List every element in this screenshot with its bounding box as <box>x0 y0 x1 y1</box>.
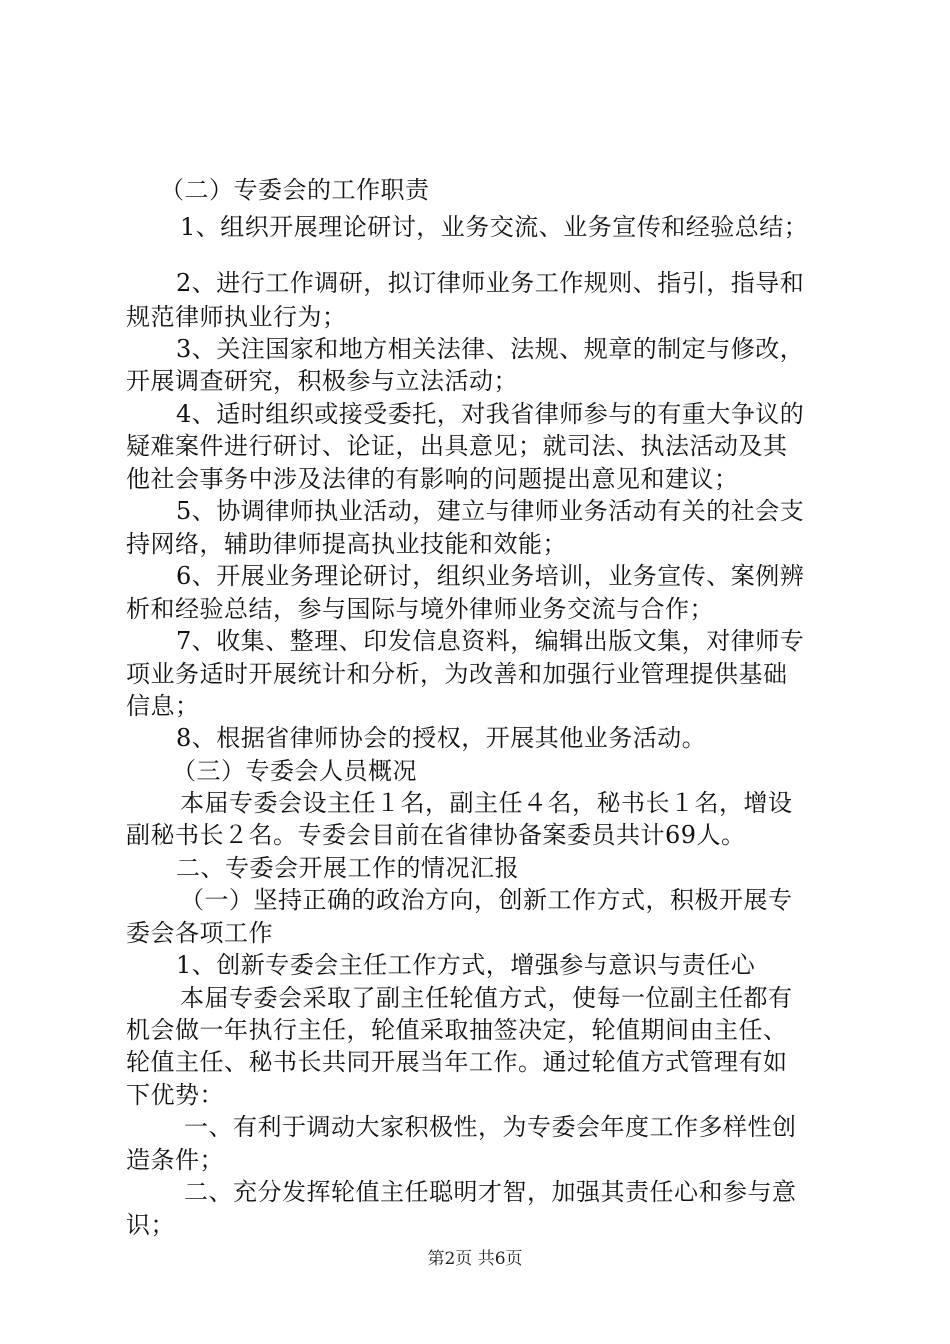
paragraph-line: 开展调查研究，积极参与立法活动； <box>126 367 518 395</box>
section-heading-report: 二、专委会开展工作的情况汇报 <box>176 854 519 882</box>
paragraph-line: 机会做一年执行主任，轮值采取抽签决定，轮值期间由主任、 <box>126 1016 788 1044</box>
paragraph-line: 5、协调律师执业活动，建立与律师业务活动有关的社会支 <box>176 497 805 525</box>
paragraph-line: 3、关注国家和地方相关法律、法规、规章的制定与修改， <box>176 335 805 363</box>
paragraph-line: 信息； <box>126 692 200 720</box>
paragraph-line: 7、收集、整理、印发信息资料，编辑出版文集，对律师专 <box>176 627 805 655</box>
paragraph-line: 二、充分发挥轮值主任聪明才智，加强其责任心和参与意 <box>184 1178 797 1206</box>
section-heading-politics: （一）坚持正确的政治方向，创新工作方式，积极开展专 <box>180 886 793 914</box>
paragraph-line: 副秘书长２名。专委会目前在省律协备案委员共计69人。 <box>126 821 746 849</box>
paragraph-line: 疑难案件进行研讨、论证，出具意见；就司法、执法活动及其 <box>126 432 788 460</box>
paragraph-line: 一、有利于调动大家积极性，为专委会年度工作多样性创 <box>184 1113 797 1141</box>
page-number-footer: 第2页 共6页 <box>427 1249 523 1269</box>
section-heading-members: （三）专委会人员概况 <box>172 757 417 785</box>
paragraph-line: 他社会事务中涉及法律的有影响的问题提出意见和建议； <box>126 465 739 493</box>
paragraph-line: 6、开展业务理论研讨，组织业务培训，业务宣传、案例辨 <box>176 562 805 590</box>
paragraph-line: 识； <box>126 1211 175 1239</box>
paragraph-line: 4、适时组织或接受委托，对我省律师参与的有重大争议的 <box>176 400 805 428</box>
subheading-rotation: 1、创新专委会主任工作方式，增强参与意识与责任心 <box>176 951 756 979</box>
paragraph-line: 2、进行工作调研，拟订律师业务工作规则、指引，指导和 <box>176 269 805 297</box>
paragraph-line: 本届专委会设主任１名，副主任４名，秘书长１名，增设 <box>180 789 793 817</box>
paragraph-line: 析和经验总结，参与国际与境外律师业务交流与合作； <box>126 595 714 623</box>
paragraph-line: 项业务适时开展统计和分析，为改善和加强行业管理提供基础 <box>126 660 788 688</box>
paragraph-line: 下优势： <box>126 1081 224 1109</box>
paragraph-line: 持网络，辅助律师提高执业技能和效能； <box>126 530 567 558</box>
paragraph-line: 1、组织开展理论研讨，业务交流、业务宣传和经验总结； <box>180 213 809 241</box>
paragraph-line: 规范律师执业行为； <box>126 303 347 331</box>
paragraph-line: 委会各项工作 <box>126 919 273 947</box>
paragraph-line: 造条件； <box>126 1146 224 1174</box>
paragraph-line: 8、根据省律师协会的授权，开展其他业务活动。 <box>176 724 707 752</box>
paragraph-line: 本届专委会采取了副主任轮值方式，使每一位副主任都有 <box>180 984 793 1012</box>
section-heading-work-duties: （二）专委会的工作职责 <box>160 176 430 204</box>
paragraph-line: 轮值主任、秘书长共同开展当年工作。通过轮值方式管理有如 <box>126 1048 788 1076</box>
